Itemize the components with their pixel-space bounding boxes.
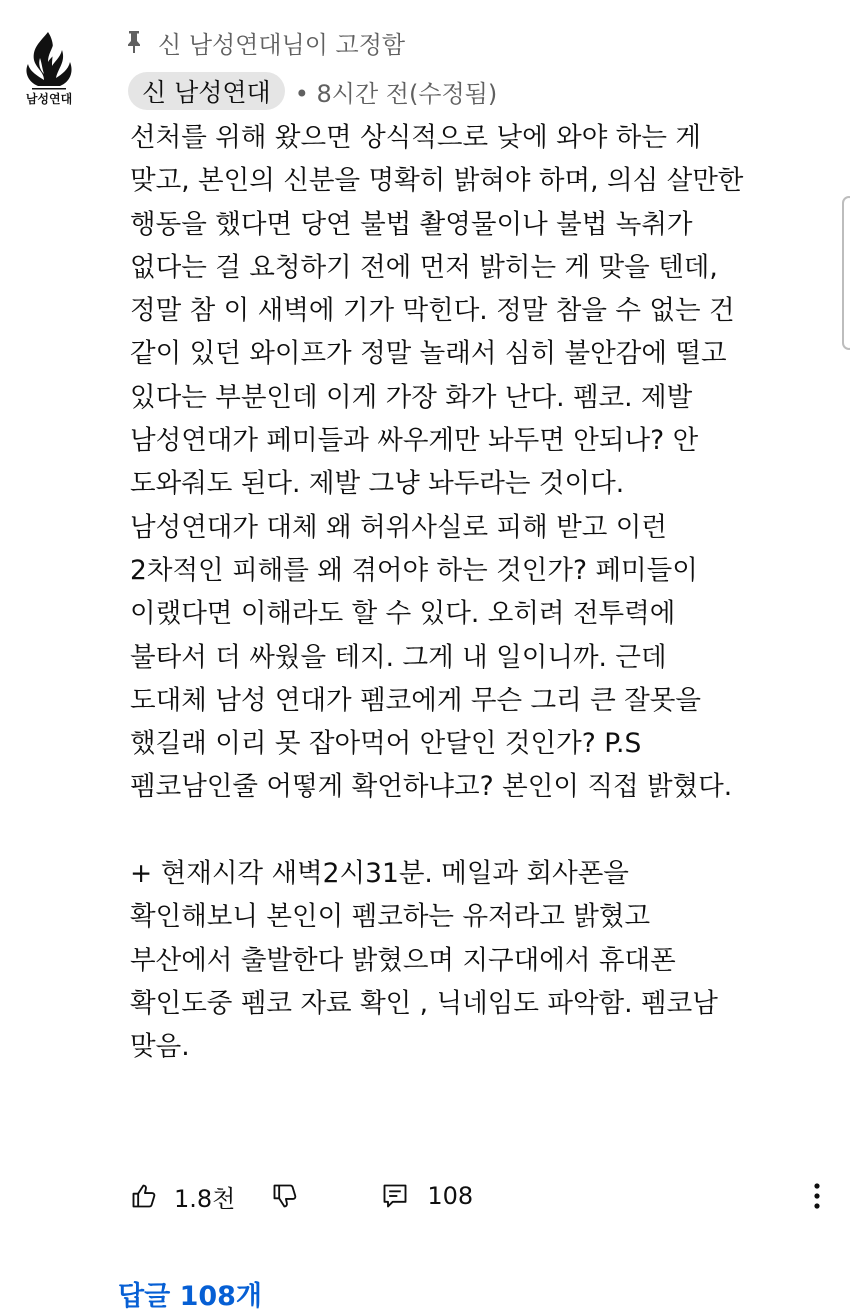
- comment-timestamp: • 8시간 전(수정됨): [294, 79, 498, 108]
- comment-line: 있다는 부분인데 이게 가장 화가 난다. 펨코. 제발: [130, 381, 693, 413]
- comment-line: 맞고, 본인의 신분을 명확히 밝혀야 하며, 의심 살만한: [130, 165, 744, 197]
- comment-body: [130, 116, 830, 1069]
- like-count: 1.8천: [174, 1184, 236, 1213]
- flame-logo-icon: [18, 28, 80, 108]
- comment-line: 남성연대가 페미들과 싸우게만 놔두면 안되나? 안: [130, 425, 699, 457]
- paragraph-gap: [130, 809, 830, 852]
- comment-line: 정말 참 이 새벽에 기가 막힌다. 정말 참을 수 없는 건: [130, 295, 735, 327]
- channel-avatar[interactable]: [18, 28, 80, 108]
- comment-actions: [130, 1174, 830, 1218]
- comment-line: 행동을 했다면 당연 불법 촬영물이나 불법 녹취가: [130, 208, 693, 240]
- author-name[interactable]: 신 남성연대: [128, 72, 285, 110]
- comment-line: 2차적인 피해를 왜 겪어야 하는 것인가? 페미들이: [130, 554, 698, 586]
- thumbs-down-icon: [271, 1182, 299, 1210]
- comment-line: 확인도중 펨코 자료 확인 , 닉네임도 파악함. 펨코남: [130, 987, 718, 1019]
- comment-line: 이랬다면 이해라도 할 수 있다. 오히려 전투력에: [130, 598, 676, 630]
- comment-header: [128, 72, 497, 110]
- comment-line: 도와줘도 된다. 제발 그냥 놔두라는 것이다.: [130, 468, 625, 500]
- dislike-button[interactable]: [271, 1182, 299, 1210]
- more-options-button[interactable]: [802, 1174, 832, 1218]
- comment-line: 펨코남인줄 어떻게 확언하냐고? 본인이 직접 밝혔다.: [130, 771, 733, 803]
- avatar-label: 남성연대: [25, 92, 73, 106]
- comment-line: 맞음.: [130, 1031, 190, 1063]
- comment-line: 부산에서 출발한다 밝혔으며 지구대에서 휴대폰: [130, 944, 676, 976]
- reply-count: 108: [427, 1182, 474, 1210]
- view-replies-link[interactable]: 답글 108개: [118, 1281, 263, 1312]
- comment-line: 불타서 더 싸웠을 테지. 그게 내 일이니까. 근데: [130, 641, 667, 673]
- pinned-text: 신 남성연대님이 고정함: [158, 30, 406, 59]
- thumbs-up-icon: [130, 1182, 158, 1210]
- comment-line: 선처를 위해 왔으면 상식적으로 낮에 와야 하는 게: [130, 122, 701, 153]
- comment-icon: [381, 1182, 409, 1210]
- comment-line: 했길래 이리 못 잡아먹어 안달인 것인가? P.S: [130, 728, 642, 760]
- more-vertical-icon: [813, 1182, 821, 1210]
- reply-button[interactable]: [381, 1182, 409, 1210]
- pin-icon: [124, 29, 144, 55]
- comment-line: 확인해보니 본인이 펨코하는 유저라고 밝혔고: [130, 901, 651, 933]
- like-button[interactable]: [130, 1182, 158, 1210]
- comment-line: + 현재시각 새벽2시31분. 메일과 회사폰을: [130, 858, 629, 890]
- comment-line: 남성연대가 대체 왜 허위사실로 피해 받고 이런: [130, 511, 667, 543]
- comment-line: 도대체 남성 연대가 펨코에게 무슨 그리 큰 잘못을: [130, 684, 701, 716]
- pinned-indicator: [124, 24, 405, 60]
- comment-line: 없다는 걸 요청하기 전에 먼저 밝히는 게 맞을 텐데,: [130, 251, 718, 283]
- comment-line: 같이 있던 와이프가 정말 놀래서 심히 불안감에 떨고: [130, 338, 727, 370]
- scroll-thumb[interactable]: [842, 196, 850, 350]
